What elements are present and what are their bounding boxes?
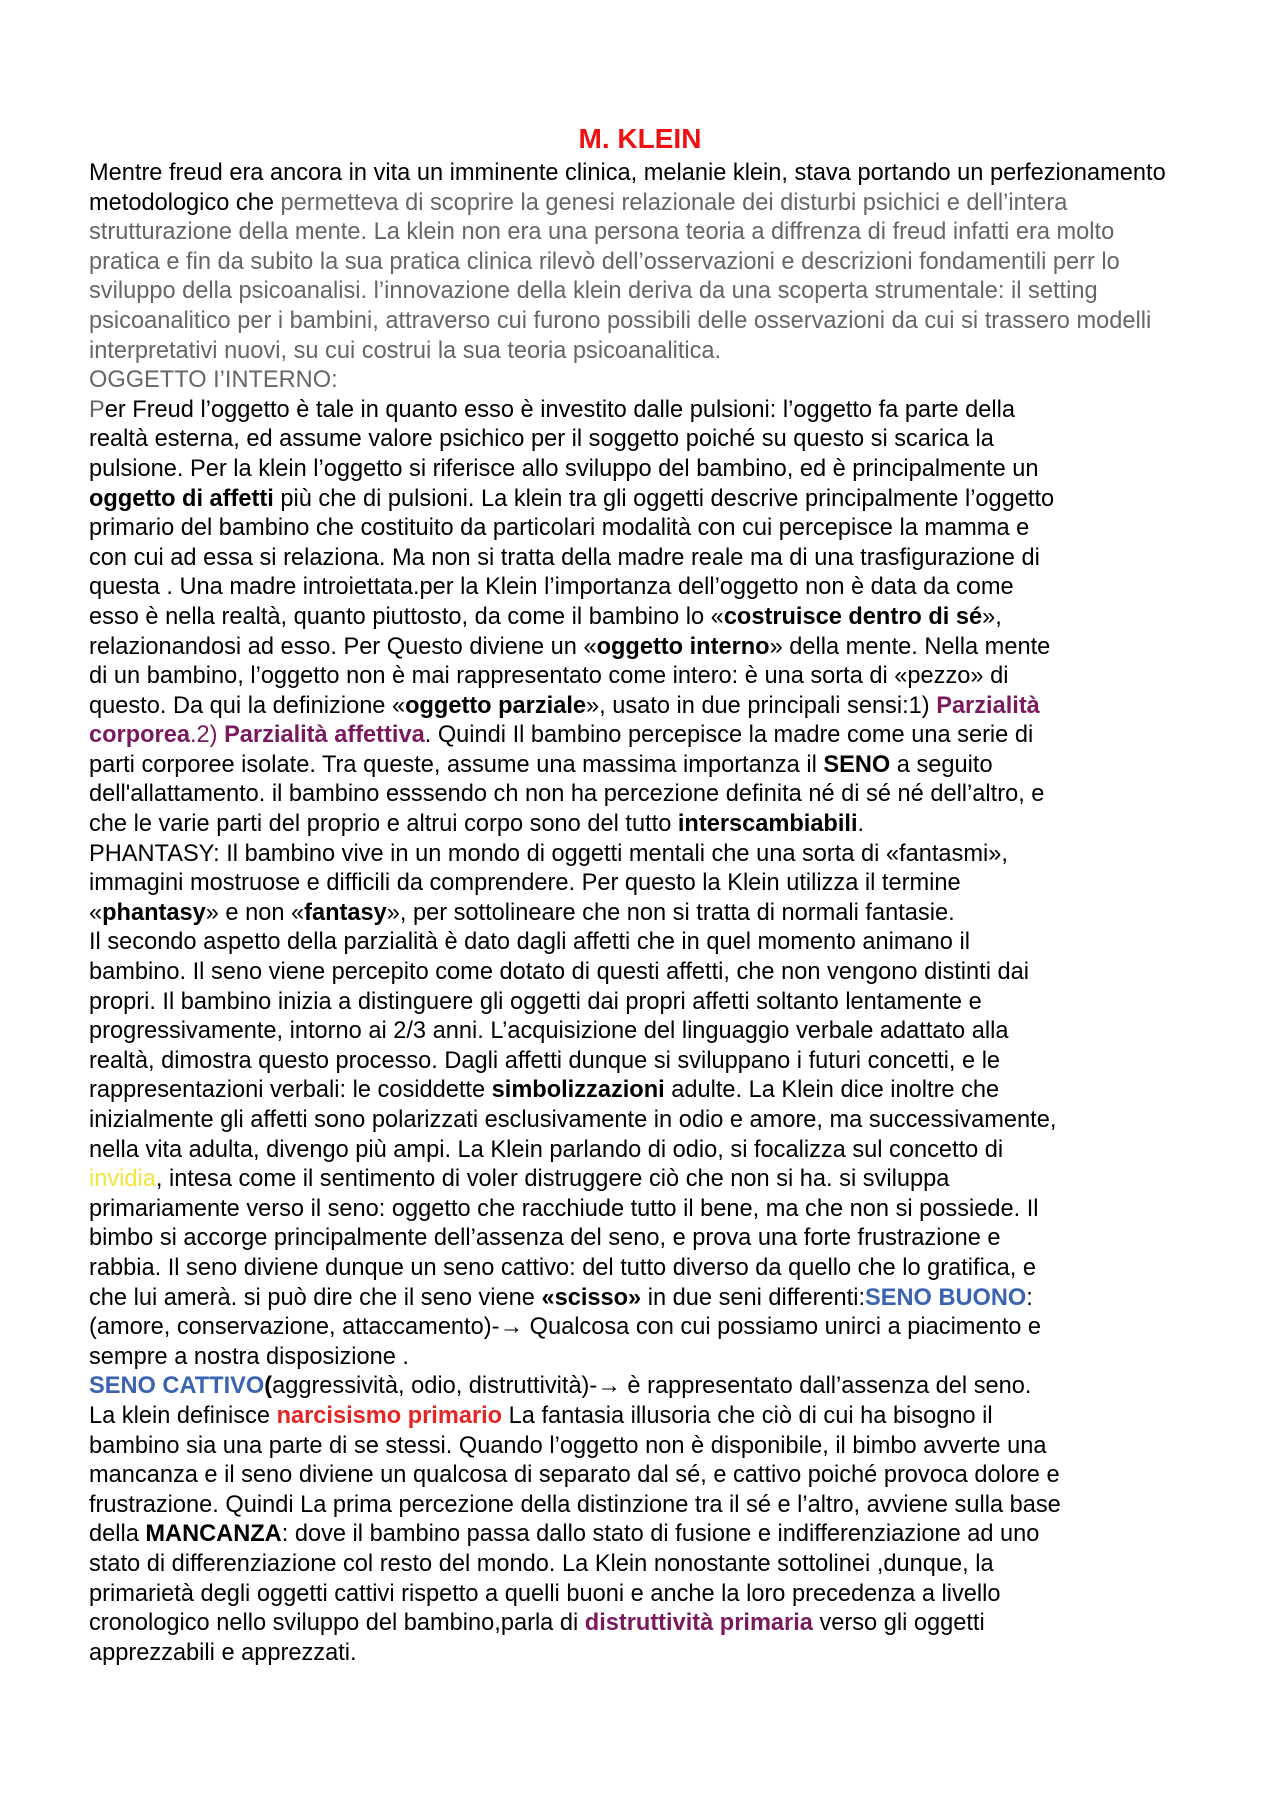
text-line: con cui ad essa si relaziona. Ma non si tratta della madre reale ma di una trasfigurazione di bbox=[89, 544, 1040, 571]
text-line: sviluppo della psicoanalisi. l’innovazione della klein deriva da una scoperta strumentale: il setting bbox=[89, 278, 1098, 305]
text-line: rappresentazioni verbali: le cosiddette simbolizzazioni adulte. La Klein dice inoltre che bbox=[89, 1077, 1000, 1104]
text-line: corporea.2) Parzialità affettiva. Quindi Il bambino percepisce la madre come una serie di bbox=[89, 722, 1034, 749]
text-line: immagini mostruose e difficili da comprendere. Per questo la Klein utilizza il termine bbox=[89, 870, 961, 897]
text-line: «phantasy» e non «fantasy», per sottolineare che non si tratta di normali fantasie. bbox=[89, 899, 955, 926]
text-line: parti corporee isolate. Tra queste, assume una massima importanza il SENO a seguito bbox=[89, 751, 993, 778]
text-line: primariamente verso il seno: oggetto che racchiude tutto il bene, ma che non si possiede. Il bbox=[89, 1195, 1039, 1222]
text-line: frustrazione. Quindi La prima percezione della distinzione tra il sé e l’altro, avviene sulla base bbox=[89, 1491, 1061, 1518]
text-line: bambino. Il seno viene percepito come dotato di questi affetti, che non vengono distinti dai bbox=[89, 959, 1029, 986]
text-line: psicoanalitico per i bambini, attraverso cui furono possibili delle osservazioni da cui si trassero modelli bbox=[89, 307, 1152, 334]
text-line: Il secondo aspetto della parzialità è dato dagli affetti che in quel momento animano il bbox=[89, 929, 970, 956]
text-line: La klein definisce narcisismo primario La fantasia illusoria che ciò di cui ha bisogno il bbox=[89, 1402, 993, 1429]
text-line: cronologico nello sviluppo del bambino,parla di distruttività primaria verso gli oggetti bbox=[89, 1610, 985, 1637]
text-line: inizialmente gli affetti sono polarizzati esclusivamente in odio e amore, ma successivamente, bbox=[89, 1107, 1057, 1133]
text-line: strutturazione della mente. La klein non era una persona teoria a diffrenza di freud infatti era molto bbox=[89, 219, 1115, 246]
text-line: invidia, intesa come il sentimento di voler distruggere ciò che non si ha. si sviluppa bbox=[89, 1166, 950, 1193]
text-line: pulsione. Per la klein l’oggetto si riferisce allo sviluppo del bambino, ed è principalmente un bbox=[89, 455, 1039, 482]
text-line: che lui amerà. si può dire che il seno viene «scisso» in due seni differenti:SENO BUONO: bbox=[89, 1284, 1033, 1311]
text-line: progressivamente, intorno ai 2/3 anni. L’acquisizione del linguaggio verbale adattato alla bbox=[89, 1018, 1009, 1045]
text-line: esso è nella realtà, quanto piuttosto, da come il bambino lo «costruisce dentro di sé», bbox=[89, 603, 1002, 630]
text-line: Mentre freud era ancora in vita un imminente clinica, melanie klein, stava portando un perfezionamento bbox=[89, 160, 1166, 186]
text-line: metodologico che permetteva di scoprire la genesi relazionale dei disturbi psichici e dell’intera bbox=[89, 189, 1068, 216]
document-body bbox=[89, 159, 1269, 1668]
text-line: realtà esterna, ed assume valore psichico per il soggetto poiché su questo si scarica la bbox=[89, 426, 994, 453]
text-line: primario del bambino che costituito da particolari modalità con cui percepisce la mamma e bbox=[89, 515, 1030, 542]
text-line: mancanza e il seno diviene un qualcosa di separato dal sé, e cattivo poiché provoca dolore e bbox=[89, 1462, 1060, 1489]
text-line: oggetto di affetti più che di pulsioni. La klein tra gli oggetti descrive principalmente l’oggetto bbox=[89, 485, 1055, 512]
text-line: realtà, dimostra questo processo. Dagli affetti dunque si sviluppano i futuri concetti, e le bbox=[89, 1047, 1001, 1074]
text-line: pratica e fin da subito la sua pratica clinica rilevò dell’osservazioni e descrizioni fondamentili perr lo bbox=[89, 248, 1120, 275]
text-line: Per Freud l’oggetto è tale in quanto esso è investito dalle pulsioni: l’oggetto fa parte della bbox=[89, 396, 1016, 423]
text-line: PHANTASY: Il bambino vive in un mondo di oggetti mentali che una sorta di «fantasmi», bbox=[89, 840, 1008, 867]
text-line: sempre a nostra disposizione . bbox=[89, 1343, 409, 1370]
text-line: della MANCANZA: dove il bambino passa dallo stato di fusione e indifferenziazione ad uno bbox=[89, 1521, 1040, 1548]
text-line: questa . Una madre introiettata.per la Klein l’importanza dell’oggetto non è data da come bbox=[89, 574, 1014, 601]
text-line: apprezzabili e apprezzati. bbox=[89, 1639, 357, 1666]
text-line: bambino sia una parte di se stessi. Quando l’oggetto non è disponibile, il bimbo avverte una bbox=[89, 1432, 1047, 1459]
text-line: propri. Il bambino inizia a distinguere gli oggetti dai propri affetti soltanto lentamente e bbox=[89, 988, 982, 1015]
section-heading: OGGETTO I’INTERNO: bbox=[89, 367, 338, 394]
text-line: nella vita adulta, divengo più ampi. La Klein parlando di odio, si focalizza sul concetto di bbox=[89, 1136, 1004, 1163]
text-line: rabbia. Il seno diviene dunque un seno cattivo: del tutto diverso da quello che lo gratifica, e bbox=[89, 1254, 1036, 1281]
text-line: dell'allattamento. il bambino esssendo ch non ha percezione definita né di sé né dell’altro, e bbox=[89, 781, 1045, 808]
page-title: M. KLEIN bbox=[578, 123, 702, 154]
text-line: (amore, conservazione, attaccamento)-→ Qualcosa con cui possiamo unirci a piacimento e bbox=[89, 1314, 1042, 1341]
text-line: bimbo si accorge principalmente dell’assenza del seno, e prova una forte frustrazione e bbox=[89, 1225, 1001, 1252]
text-line: interpretativi nuovi, su cui costrui la sua teoria psicoanalitica. bbox=[89, 337, 722, 364]
text-line: primarietà degli oggetti cattivi rispetto a quelli buoni e anche la loro precedenza a livello bbox=[89, 1580, 1001, 1607]
text-line: relazionandosi ad esso. Per Questo diviene un «oggetto interno» della mente. Nella mente bbox=[89, 633, 1051, 660]
text-line: questo. Da qui la definizione «oggetto parziale», usato in due principali sensi:1) Parzialità bbox=[89, 692, 1040, 719]
text-line: stato di differenziazione col resto del mondo. La Klein nonostante sottolinei ,dunque, la bbox=[89, 1550, 994, 1577]
text-line: che le varie parti del proprio e altrui corpo sono del tutto interscambiabili. bbox=[89, 811, 865, 838]
text-line: di un bambino, l’oggetto non è mai rappresentato come intero: è una sorta di «pezzo» di bbox=[89, 663, 1009, 690]
text-line: SENO CATTIVO(aggressività, odio, distruttività)-→ è rappresentato dall’assenza del seno. bbox=[89, 1373, 1032, 1400]
